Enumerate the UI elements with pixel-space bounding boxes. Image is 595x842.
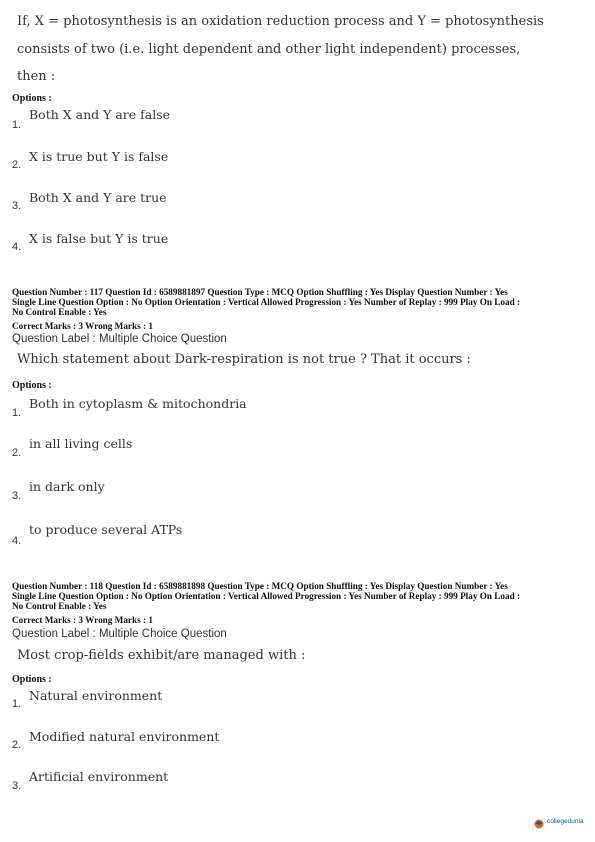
option-text[interactable]: Artificial environment <box>29 769 169 784</box>
question-text: Which statement about Dark-respiration is not true ? That it occurs : <box>17 352 471 367</box>
option-number: 4. <box>12 241 22 253</box>
question-text-line-2: consists of two (i.e. light dependent and other light independent) processes, <box>17 42 521 57</box>
question-text-line-3: then : <box>17 69 56 84</box>
options-heading: Options : <box>12 93 52 104</box>
options-heading: Options : <box>12 380 52 391</box>
option-text[interactable]: Modified natural environment <box>29 729 220 744</box>
question-meta-line-2: Single Line Question Option : No Option Orientation : Vertical Allowed Progression : Yes Number of Replay : 999 Play On Load : <box>12 297 521 307</box>
option-text[interactable]: X is false but Y is true <box>29 231 169 246</box>
question-text: Most crop-fields exhibit/are managed with : <box>17 648 306 663</box>
option-number: 1. <box>12 698 22 710</box>
option-number: 2. <box>12 159 22 171</box>
option-number: 4. <box>12 535 22 547</box>
question-meta-line-3: No Control Enable : Yes <box>12 307 107 317</box>
marks-info: Correct Marks : 3 Wrong Marks : 1 <box>12 615 153 625</box>
option-number: 2. <box>12 447 22 459</box>
watermark-text: collegedunia <box>547 817 584 825</box>
option-text[interactable]: to produce several ATPs <box>29 522 183 537</box>
question-meta-line-3: No Control Enable : Yes <box>12 601 107 611</box>
option-text[interactable]: Both X and Y are false <box>29 107 171 122</box>
option-number: 3. <box>12 490 22 502</box>
option-number: 1. <box>12 119 22 131</box>
option-number: 2. <box>12 739 22 751</box>
question-meta-line-1: Question Number : 118 Question Id : 6589881898 Question Type : MCQ Option Shuffling : Yes Display Question Number : Yes <box>12 581 508 591</box>
collegedunia-watermark <box>533 816 584 826</box>
graduation-cap-icon <box>533 816 545 826</box>
question-meta-line-2: Single Line Question Option : No Option Orientation : Vertical Allowed Progression : Yes Number of Replay : 999 Play On Load : <box>12 591 521 601</box>
question-label: Question Label : Multiple Choice Question <box>12 333 227 345</box>
option-number: 1. <box>12 407 22 419</box>
option-text[interactable]: Both X and Y are true <box>29 190 167 205</box>
option-text[interactable]: X is true but Y is false <box>29 149 169 164</box>
option-text[interactable]: Both in cytoplasm & mitochondria <box>29 396 247 411</box>
question-text-line-1: If, X = photosynthesis is an oxidation reduction process and Y = photosynthesis <box>17 14 544 29</box>
option-text[interactable]: in dark only <box>29 479 105 494</box>
option-text[interactable]: Natural environment <box>29 688 163 703</box>
option-number: 3. <box>12 200 22 212</box>
option-text[interactable]: in all living cells <box>29 436 133 451</box>
question-label: Question Label : Multiple Choice Question <box>12 628 227 640</box>
question-meta-line-1: Question Number : 117 Question Id : 6589881897 Question Type : MCQ Option Shuffling : Yes Display Question Number : Yes <box>12 287 508 297</box>
option-number: 3. <box>12 780 22 792</box>
options-heading: Options : <box>12 674 52 685</box>
marks-info: Correct Marks : 3 Wrong Marks : 1 <box>12 321 153 331</box>
